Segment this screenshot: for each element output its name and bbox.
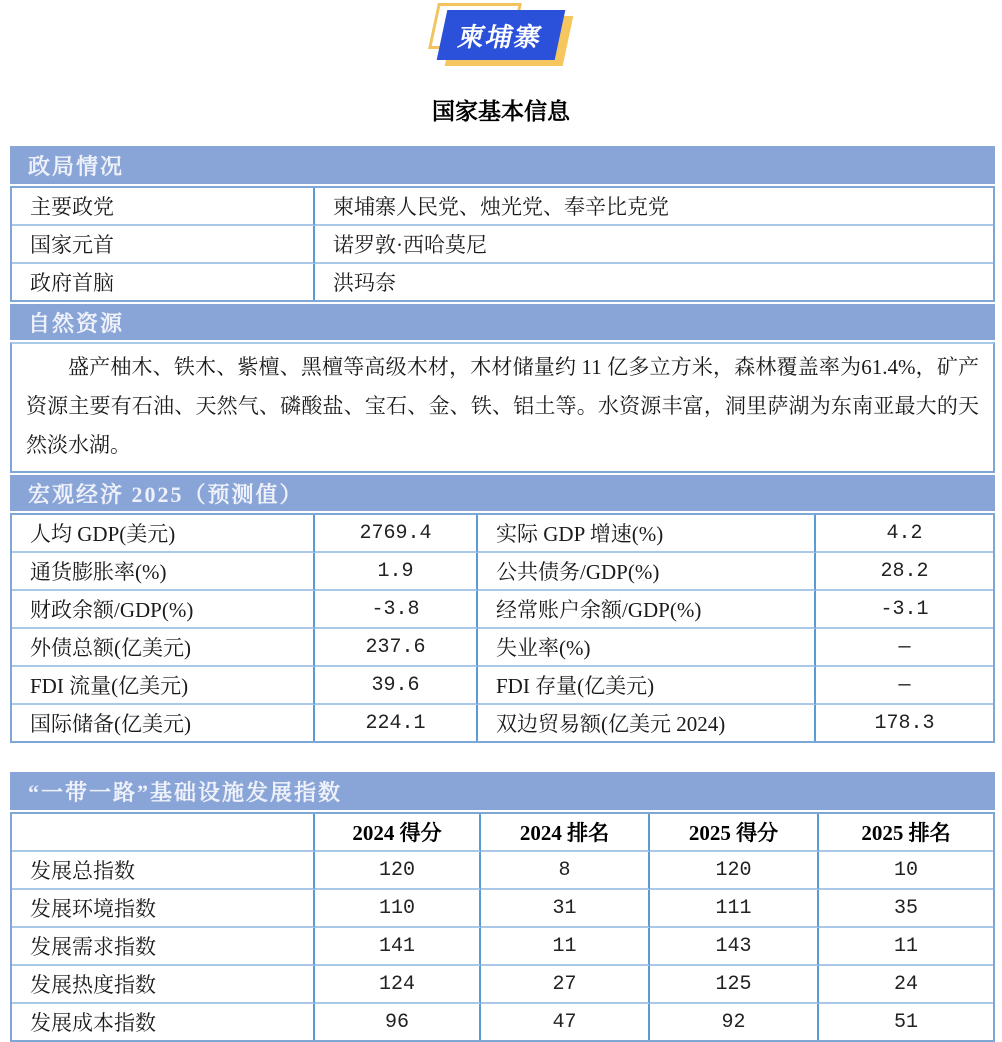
bri-value-cell: 27	[481, 966, 650, 1004]
macro-value-cell: 1.9	[315, 553, 478, 591]
macro-value-cell: -3.8	[315, 591, 478, 629]
politics-table	[10, 186, 995, 302]
section-header-bri-index: “一带一路”基础设施发展指数	[10, 772, 995, 810]
macro-label-cell: 国际储备(亿美元)	[12, 705, 315, 741]
macro-label-cell: 实际 GDP 增速(%)	[478, 515, 816, 553]
macro-value-cell: -3.1	[816, 591, 993, 629]
macro-label-cell: FDI 存量(亿美元)	[478, 667, 816, 705]
macro-label-cell: 双边贸易额(亿美元 2024)	[478, 705, 816, 741]
bri-value-cell: 11	[819, 928, 993, 966]
bri-value-cell: 10	[819, 852, 993, 890]
bri-label-cell: 发展总指数	[12, 852, 315, 890]
natural-resources-box	[10, 342, 995, 473]
bri-label-cell: 发展成本指数	[12, 1004, 315, 1040]
country-badge-label: 柬埔寨	[455, 21, 546, 52]
bri-value-cell: 92	[650, 1004, 819, 1040]
table-row	[12, 705, 993, 741]
table-row	[12, 667, 993, 705]
macro-label-cell: 外债总额(亿美元)	[12, 629, 315, 667]
bri-column-header: 2025 排名	[819, 814, 993, 852]
section-gap	[10, 743, 995, 772]
bri-value-cell: 8	[481, 852, 650, 890]
macro-value-cell: 224.1	[315, 705, 478, 741]
macro-label-cell: 失业率(%)	[478, 629, 816, 667]
politics-row-value: 柬埔寨人民党、烛光党、奉辛比克党	[315, 188, 993, 226]
macro-label-cell: 人均 GDP(美元)	[12, 515, 315, 553]
politics-row-value: 洪玛奈	[333, 271, 396, 295]
bri-value-cell: 96	[315, 1004, 481, 1040]
bri-value-cell: 47	[481, 1004, 650, 1040]
section-header-macro: 宏观经济 2025（预测值）	[10, 475, 995, 511]
natural-resources-text: 盛产柚木、铁木、紫檀、黑檀等高级木材，木材储量约 11 亿多立方米，森林覆盖率为61.4%，矿产资源主要有石油、天然气、磷酸盐、宝石、金、铁、铝土等。水资源丰富，洞里萨湖为东南亚最大的天然淡水湖。	[26, 355, 979, 457]
bri-column-header: 2024 排名	[481, 814, 650, 852]
politics-row-label: 主要政党	[12, 188, 315, 226]
bri-label-cell: 发展需求指数	[12, 928, 315, 966]
macro-value-cell: —	[816, 667, 993, 705]
bri-value-cell: 143	[650, 928, 819, 966]
table-row	[12, 264, 993, 300]
macro-value-cell: 237.6	[315, 629, 478, 667]
macro-label-cell: 通货膨胀率(%)	[12, 553, 315, 591]
bri-value-cell: 51	[893, 1010, 918, 1034]
bri-label-cell: 发展热度指数	[12, 966, 315, 1004]
macro-value-cell: 4.2	[816, 515, 993, 553]
table-row	[12, 515, 993, 553]
table-row	[12, 890, 993, 928]
country-badge	[442, 10, 560, 60]
badge-face	[437, 10, 566, 60]
macro-value-cell: 28.2	[816, 553, 993, 591]
bri-value-cell: 120	[315, 852, 481, 890]
macro-label-cell: FDI 流量(亿美元)	[12, 667, 315, 705]
table-row	[12, 226, 993, 264]
table-row	[12, 928, 993, 966]
page-title: 国家基本信息	[432, 98, 570, 124]
document-page	[0, 10, 1002, 1034]
section-header-politics: 政局情况	[10, 146, 995, 184]
bri-column-header	[12, 814, 315, 852]
bri-value-cell: 141	[315, 928, 481, 966]
section-header-natural-resources: 自然资源	[10, 304, 995, 340]
bri-index-table	[10, 812, 995, 1042]
bri-value-cell: 35	[819, 890, 993, 928]
table-row	[12, 553, 993, 591]
bri-column-header: 2024 得分	[315, 814, 481, 852]
macro-label-cell: 财政余额/GDP(%)	[12, 591, 315, 629]
macro-value-cell: 2769.4	[315, 515, 478, 553]
banner-area	[0, 10, 1002, 72]
bri-value-cell: 110	[315, 890, 481, 928]
macro-table	[10, 513, 995, 743]
macro-value-cell: —	[816, 629, 993, 667]
bri-label-cell: 发展环境指数	[12, 890, 315, 928]
content	[10, 146, 995, 1042]
bri-value-cell: 125	[650, 966, 819, 1004]
bri-value-cell: 24	[819, 966, 993, 1004]
table-row	[12, 629, 993, 667]
bri-column-header: 2025 得分	[650, 814, 819, 852]
politics-row-value: 诺罗敦·西哈莫尼	[315, 226, 993, 264]
table-row	[12, 1004, 993, 1040]
politics-row-label: 政府首脑	[12, 264, 315, 300]
macro-value-cell: 39.6	[315, 667, 478, 705]
macro-label-cell: 公共债务/GDP(%)	[478, 553, 816, 591]
table-row	[12, 852, 993, 890]
table-row	[12, 188, 993, 226]
table-header-row	[12, 814, 993, 852]
bri-value-cell: 31	[481, 890, 650, 928]
bri-value-cell: 111	[650, 890, 819, 928]
macro-value-cell: 178.3	[874, 711, 935, 735]
table-row	[12, 591, 993, 629]
macro-label-cell: 经常账户余额/GDP(%)	[478, 591, 816, 629]
politics-row-label: 国家元首	[12, 226, 315, 264]
table-row	[12, 966, 993, 1004]
bri-value-cell: 120	[650, 852, 819, 890]
bri-value-cell: 124	[315, 966, 481, 1004]
bri-value-cell: 11	[481, 928, 650, 966]
